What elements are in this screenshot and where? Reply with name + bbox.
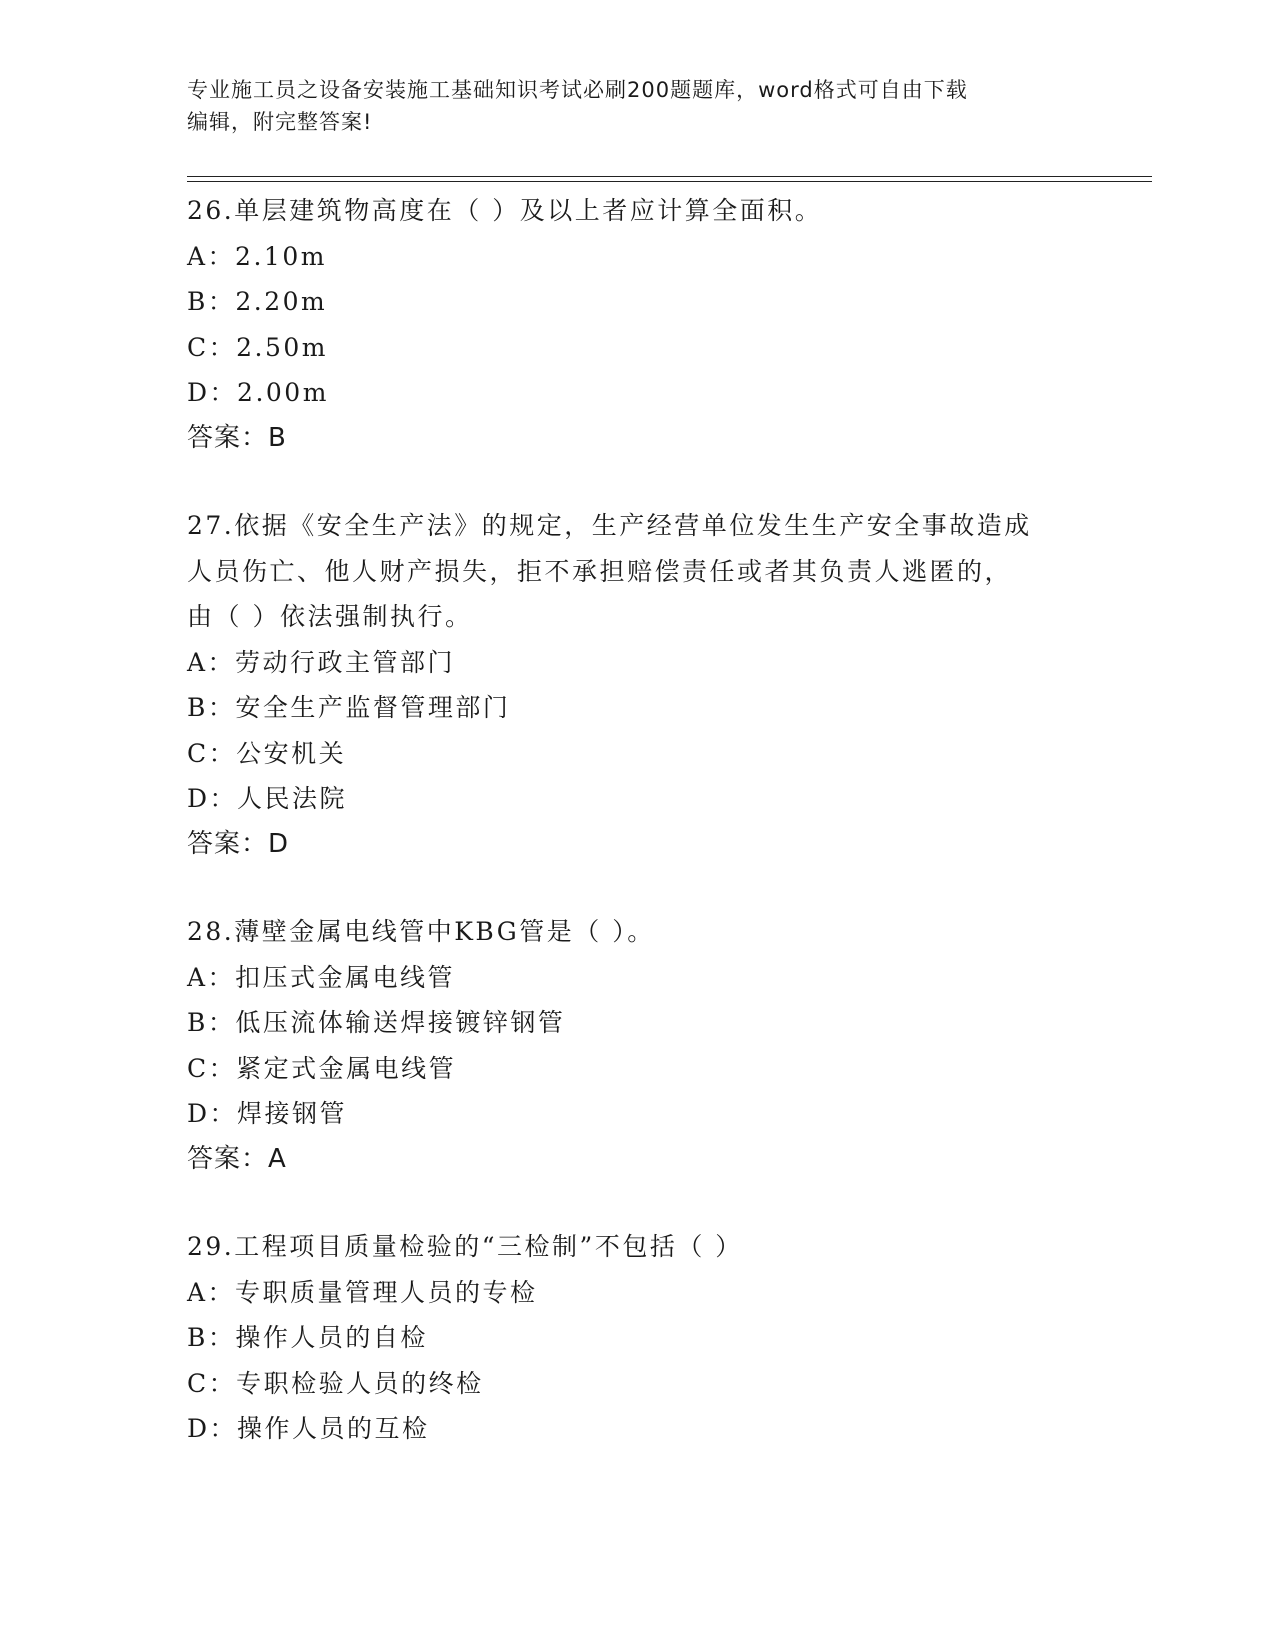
header-divider-bottom <box>187 181 1152 182</box>
option-b: B：2.20m <box>187 287 328 316</box>
option-d: D：人民法院 <box>187 784 348 813</box>
answer-line: 答案：A <box>187 1143 287 1174</box>
question-list <box>187 188 1087 1494</box>
option-a: A：2.10m <box>187 241 327 271</box>
option-c: C：2.50m <box>187 332 328 362</box>
answer-line: 答案：B <box>187 422 287 453</box>
question-26 <box>187 188 1087 461</box>
option-c: C：公安机关 <box>187 738 347 768</box>
question-stem: 29.工程项目质量检验的“三检制”不包括（ ） <box>187 1232 743 1261</box>
header-line-1: 专业施工员之设备安装施工基础知识考试必刷200题题库，word格式可自由下载 <box>187 78 968 102</box>
question-stem: 人员伤亡、他人财产损失，拒不承担赔偿责任或者其负责人逃匿的， <box>187 556 1013 586</box>
option-a: A：专职质量管理人员的专检 <box>187 1277 538 1307</box>
option-a: A：扣压式金属电线管 <box>187 962 456 992</box>
option-b: B：安全生产监督管理部门 <box>187 693 511 722</box>
option-c: C：专职检验人员的终检 <box>187 1368 484 1398</box>
option-d: D：焊接钢管 <box>187 1099 348 1128</box>
question-28 <box>187 909 1087 1182</box>
question-stem: 26.单层建筑物高度在（ ）及以上者应计算全面积。 <box>187 196 823 225</box>
question-stem: 28.薄壁金属电线管中KBG管是（ ）。 <box>187 917 655 946</box>
option-d: D：操作人员的互检 <box>187 1414 430 1443</box>
question-29 <box>187 1224 1087 1452</box>
header-line-2: 编辑，附完整答案! <box>187 110 373 134</box>
question-stem: 由（ ）依法强制执行。 <box>187 602 473 631</box>
answer-line: 答案：D <box>187 828 290 859</box>
option-c: C：紧定式金属电线管 <box>187 1053 457 1083</box>
option-b: B：低压流体输送焊接镀锌钢管 <box>187 1008 566 1037</box>
option-b: B：操作人员的自检 <box>187 1323 428 1352</box>
question-stem: 27.依据《安全生产法》的规定，生产经营单位发生生产安全事故造成 <box>187 511 1032 540</box>
question-27 <box>187 503 1087 867</box>
option-d: D：2.00m <box>187 378 329 407</box>
document-header <box>187 74 1067 138</box>
option-a: A：劳动行政主管部门 <box>187 647 456 677</box>
header-divider-top <box>187 176 1152 177</box>
